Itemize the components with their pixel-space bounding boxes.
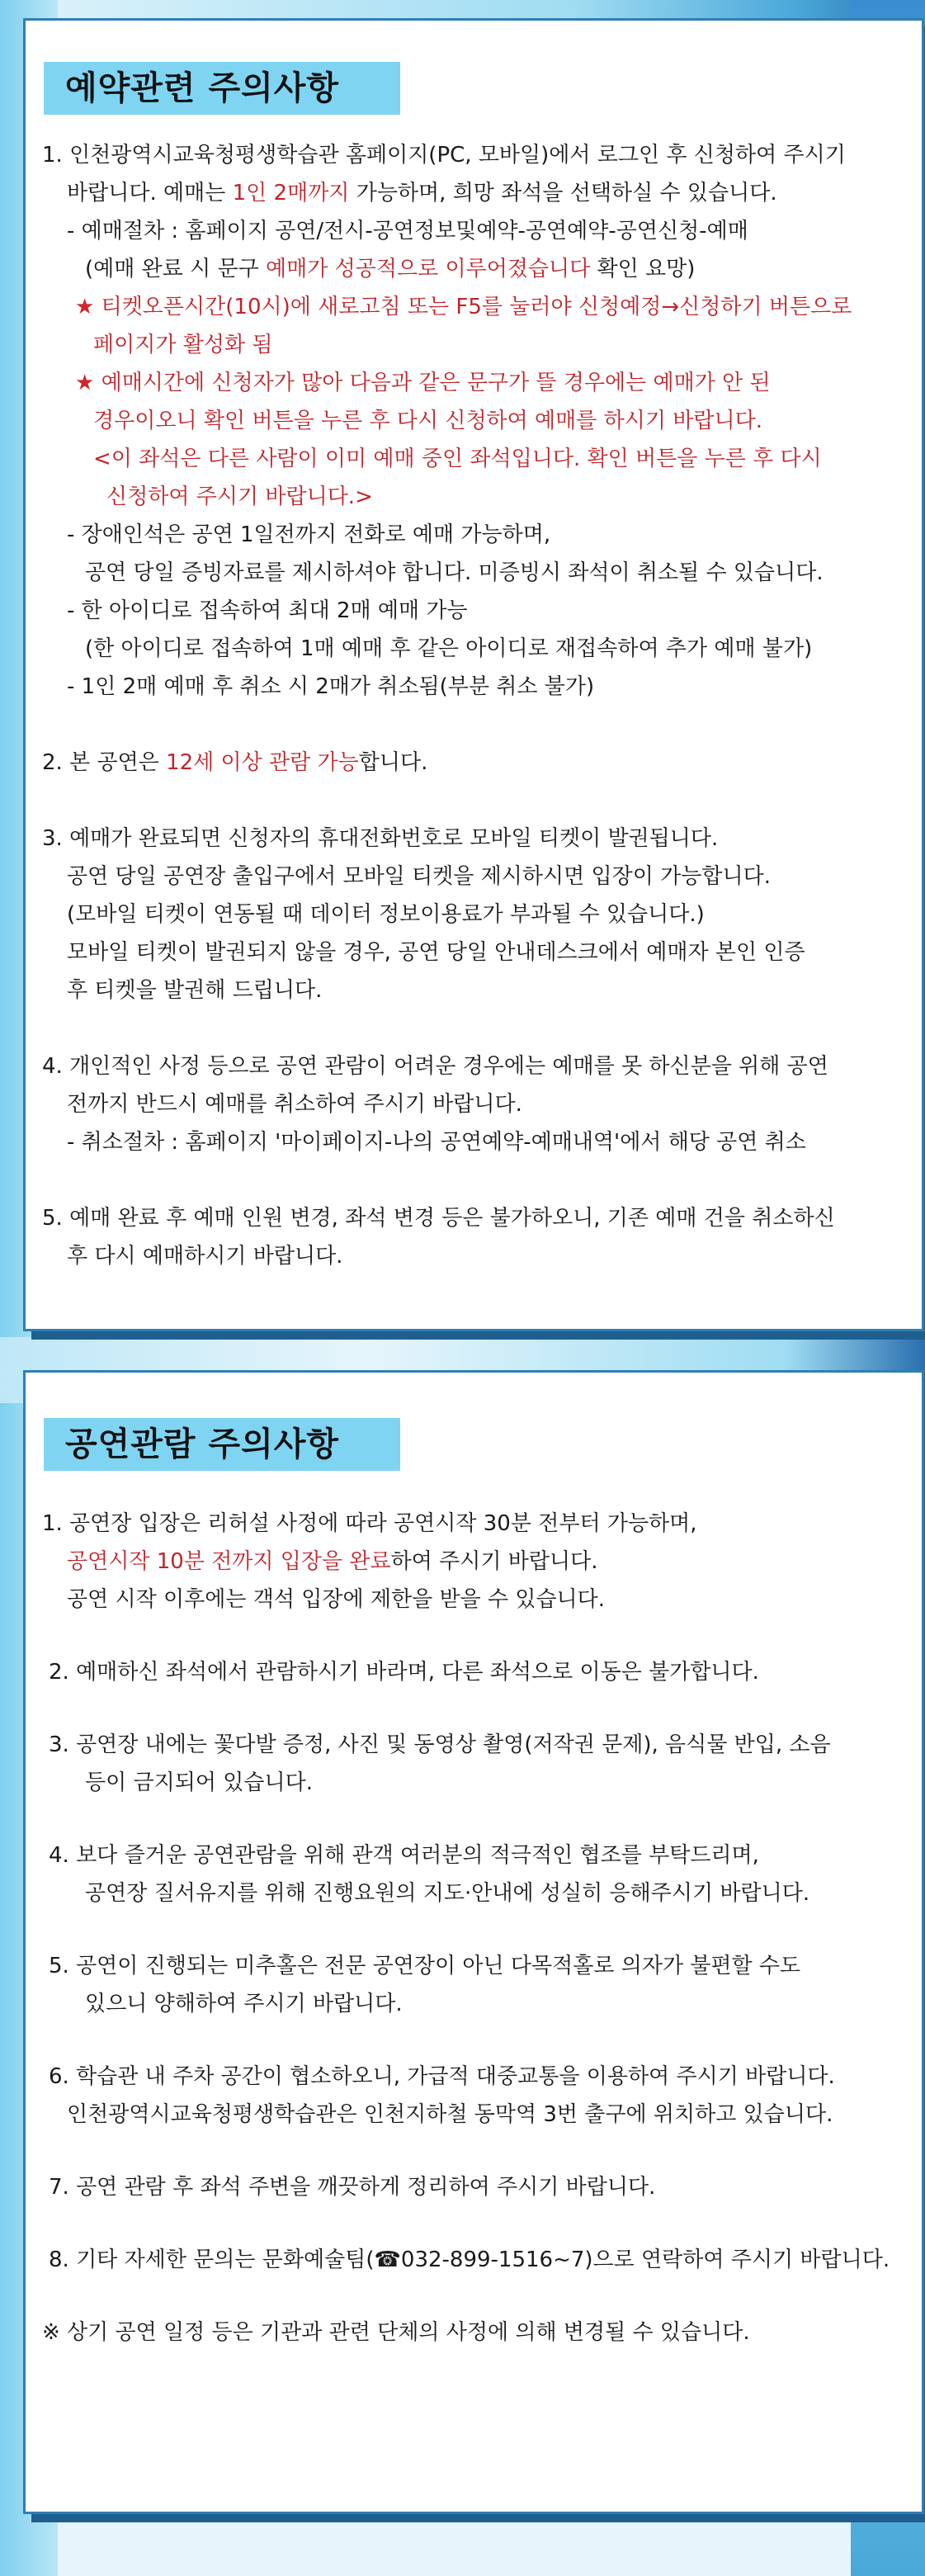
- viewing-item-6-line-1: 6. 학습관 내 주차 공간이 협소하오니, 가급적 대중교통을 이용하여 주시기 바랍니다.: [49, 2064, 835, 2089]
- viewing-item-3-line-2: 등이 금지되어 있습니다.: [85, 1770, 313, 1795]
- viewing-notice-heading: 공연관람 주의사항: [44, 1418, 400, 1471]
- id-limit-line-1: - 한 아이디로 접속하여 최대 2매 예매 가능: [67, 598, 468, 623]
- spacer: [42, 1802, 897, 1836]
- reservation-item-3-line-1: 3. 예매가 완료되면 신청자의 휴대전화번호로 모바일 티켓이 발권됩니다.: [42, 826, 719, 851]
- viewing-item-1-line-1: 1. 공연장 입장은 리허설 사정에 따라 공연시작 30분 전부터 가능하며,: [42, 1511, 697, 1536]
- id-limit-line-2: (한 아이디로 접속하여 1매 예매 후 같은 아이디로 재접속하여 추가 예매 불가): [85, 636, 813, 661]
- text-segment: 하여 주시기 바랍니다.: [390, 1549, 598, 1574]
- reservation-notice-content: [42, 136, 897, 1275]
- schedule-change-note: ※ 상기 공연 일정 등은 기관과 관련 단체의 사정에 의해 변경될 수 있습니다.: [42, 2320, 750, 2345]
- viewing-item-5-line-1: 5. 공연이 진행되는 미추홀은 전문 공연장이 아닌 다목적홀로 의자가 불편할 수도: [49, 1954, 801, 1978]
- reservation-notice-heading: 예약관련 주의사항: [44, 62, 400, 115]
- spacer: [42, 2134, 897, 2168]
- spacer: [42, 1691, 897, 1726]
- viewing-item-3-line-1: 3. 공연장 내에는 꽃다발 증정, 사진 및 동영상 촬영(저작권 문제), 음식물 반입, 소음: [49, 1732, 831, 1757]
- reservation-notice-panel: [23, 18, 924, 1331]
- spacer: [42, 1619, 897, 1653]
- viewing-notice-panel: [23, 1370, 924, 2514]
- star-note-2-line-2: 경우이오니 확인 버튼을 누른 후 다시 신청하여 예매를 하시기 바랍니다.: [93, 409, 763, 433]
- spacer: [42, 2279, 897, 2314]
- text-segment: 2. 본 공연은: [42, 750, 167, 775]
- highlight-success-message: 예매가 성공적으로 이루어졌습니다: [266, 257, 591, 281]
- text-segment: (예매 완료 시 문구: [85, 257, 267, 281]
- spacer: [42, 1161, 897, 1199]
- text-segment: 확인 요망): [590, 257, 696, 281]
- disabled-seat-line-2: 공연 당일 증빙자료를 제시하셔야 합니다. 미증빙시 좌석이 취소될 수 있습니다.: [85, 560, 824, 585]
- spacer: [42, 782, 897, 820]
- reservation-item-2: [42, 744, 897, 782]
- spacer: [42, 2023, 897, 2058]
- star-note-2-line-1: [42, 364, 897, 402]
- viewing-notice-content: [42, 1505, 897, 2351]
- reservation-confirm-message: [42, 250, 897, 288]
- disabled-seat-line-1: - 장애인석은 공연 1일전까지 전화로 예매 가능하며,: [67, 522, 551, 547]
- highlight-entry-deadline: 공연시작 10분 전까지 입장을 완료: [67, 1549, 391, 1574]
- spacer: [42, 2206, 897, 2241]
- reservation-procedure: - 예매절차 : 홈페이지 공연/전시-공연정보및예약-공연예약-공연신청-예매: [67, 219, 748, 243]
- reservation-item-5-line-1: 5. 예매 완료 후 예매 인원 변경, 좌석 변경 등은 불가하오니, 기존 예매 건을 취소하신: [42, 1206, 835, 1231]
- spacer: [42, 1912, 897, 1947]
- star-icon: ★: [75, 371, 95, 395]
- spacer: [42, 706, 897, 744]
- viewing-item-5-line-2: 있으니 양해하여 주시기 바랍니다.: [85, 1992, 403, 2016]
- text-segment: 합니다.: [358, 750, 428, 775]
- star-note-1-line-2: 페이지가 활성화 됨: [93, 333, 273, 357]
- reservation-item-3-line-4: 모바일 티켓이 발권되지 않을 경우, 공연 당일 안내데스크에서 예매자 본인 인증: [67, 940, 805, 965]
- viewing-item-8: 8. 기타 자세한 문의는 문화예술팀(☎032-899-1516~7)으로 연락하여 주시기 바랍니다.: [49, 2248, 890, 2272]
- highlight-ticket-limit: 1인 2매까지: [232, 181, 350, 206]
- text-segment: 티켓오픈시간(10시)에 새로고침 또는 F5를 눌러야 신청예정→신청하기 버튼으로: [101, 295, 852, 319]
- reservation-item-4-line-2: 전까지 반드시 예매를 취소하여 주시기 바랍니다.: [67, 1092, 522, 1117]
- reservation-item-1-line-1: 1. 인천광역시교육청평생학습관 홈페이지(PC, 모바일)에서 로그인 후 신청하여 주시기: [42, 143, 846, 168]
- reservation-item-4-line-1: 4. 개인적인 사정 등으로 공연 관람이 어려운 경우에는 예매를 못 하신분을 위해 공연: [42, 1054, 828, 1079]
- viewing-item-1-line-2: [42, 1543, 897, 1581]
- text-segment: 바랍니다. 예매는: [67, 181, 233, 206]
- viewing-item-4-line-1: 4. 보다 즐거운 공연관람을 위해 관객 여러분의 적극적인 협조를 부탁드리며,: [49, 1843, 759, 1868]
- star-note-1-line-1: [42, 288, 897, 326]
- star-note-2-line-4: 신청하여 주시기 바랍니다.>: [106, 484, 373, 509]
- viewing-item-7: 7. 공연 관람 후 좌석 주변을 깨끗하게 정리하여 주시기 바랍니다.: [49, 2175, 656, 2200]
- highlight-age-limit: 12세 이상 관람 가능: [166, 750, 359, 775]
- reservation-item-1-line-2: [42, 174, 897, 212]
- star-icon: ★: [75, 295, 95, 319]
- viewing-item-6-line-2: 인천광역시교육청평생학습관은 인천지하철 동막역 3번 출구에 위치하고 있습니다.: [67, 2102, 833, 2127]
- viewing-item-1-line-3: 공연 시작 이후에는 객석 입장에 제한을 받을 수 있습니다.: [67, 1587, 606, 1612]
- reservation-item-5-line-2: 후 다시 예매하시기 바랍니다.: [67, 1244, 343, 1269]
- reservation-item-3-line-2: 공연 당일 공연장 출입구에서 모바일 티켓을 제시하시면 입장이 가능합니다.: [67, 864, 771, 889]
- text-segment: 가능하며, 희망 좌석을 선택하실 수 있습니다.: [349, 181, 777, 206]
- reservation-item-3-line-3: (모바일 티켓이 연동될 때 데이터 정보이용료가 부과될 수 있습니다.): [67, 902, 705, 927]
- reservation-item-3-line-5: 후 티켓을 발권해 드립니다.: [67, 978, 323, 1003]
- text-segment: 예매시간에 신청자가 많아 다음과 같은 문구가 뜰 경우에는 예매가 안 된: [101, 371, 771, 395]
- cancel-rule-line: - 1인 2매 예매 후 취소 시 2매가 취소됨(부분 취소 불가): [67, 674, 595, 699]
- spacer: [42, 1009, 897, 1047]
- viewing-item-4-line-2: 공연장 질서유지를 위해 진행요원의 지도·안내에 성실히 응해주시기 바랍니다.: [85, 1881, 810, 1906]
- viewing-item-2: 2. 예매하신 좌석에서 관람하시기 바라며, 다른 좌석으로 이동은 불가합니다.: [49, 1660, 759, 1685]
- star-note-2-line-3: <이 좌석은 다른 사람이 이미 예매 중인 좌석입니다. 확인 버튼을 누른 후 다시: [93, 447, 822, 471]
- reservation-item-4-line-3: - 취소절차 : 홈페이지 '마이페이지-나의 공연예약-예매내역'에서 해당 공연 취소: [67, 1130, 806, 1155]
